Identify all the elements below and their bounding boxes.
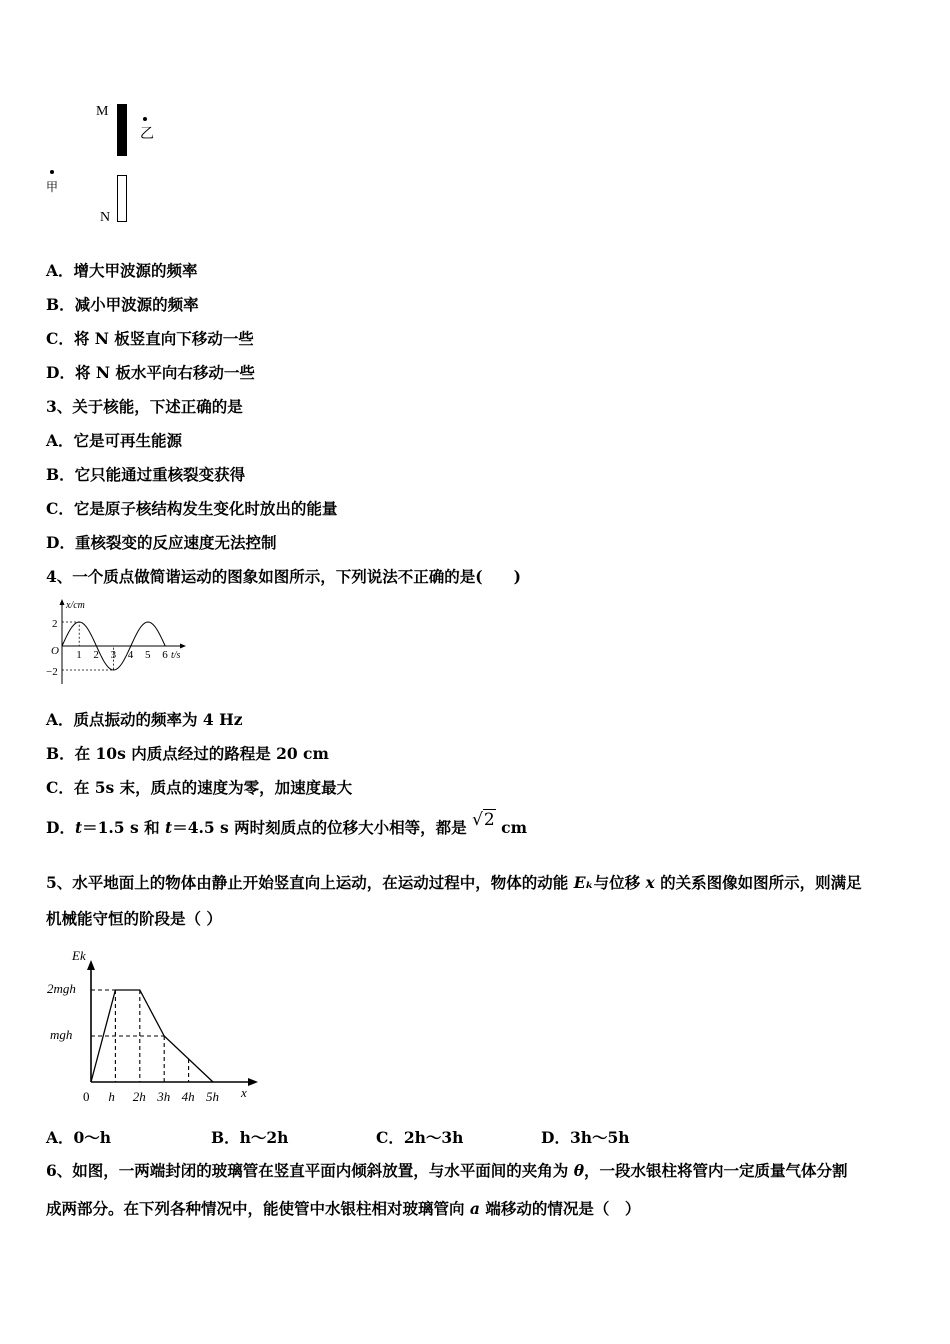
sqrt-symbol: √2 [472,810,495,830]
q4-option-d[interactable] [46,810,527,844]
q2-option-b[interactable]: B．减小甲波源的频率 [46,295,199,314]
q5-stem-1a: 5、水平地面上的物体由静止开始竖直向上运动，在运动过程中，物体的动能 [46,873,574,892]
ek-x-graph [40,942,270,1112]
q4-d-mid1: ＝1.5 s 和 [82,818,166,837]
shm-x-tick: 3 [110,649,117,661]
q6-stem-2a: 成两部分。在下列各种情况中，能使管中水银柱相对玻璃管向 [46,1199,470,1218]
shm-x-tick: 1 [76,649,82,661]
shm-x-tick: 2 [93,649,99,661]
shm-x-label: t/s [171,650,181,661]
label-n: N [100,210,111,225]
q3-option-c[interactable]: C．它是原子核结构发生变化时放出的能量 [46,499,338,518]
q5-option-c[interactable]: C．2h～3h [376,1128,464,1147]
ek-y-arrow [87,960,95,970]
ek-x-tick: 2h [132,1089,146,1104]
q6-a-end: a [469,1199,480,1218]
sqrt-radicand: 2 [483,810,495,830]
shm-origin: O [51,645,59,657]
q4-option-b[interactable]: B．在 10s 内质点经过的路程是 20 cm [46,744,329,763]
q4-d-t2: t [165,818,173,837]
plate-n [118,176,127,222]
shm-y-tick-pos: 2 [52,618,58,630]
q2-option-c[interactable]: C．将 N 板竖直向下移动一些 [46,329,254,348]
label-m: M [96,104,109,119]
q6-stem-1b: ，一段水银柱将管内一定质量气体分割 [584,1161,848,1180]
q5-stem-1c: 的关系图像如图所示，则满足 [654,873,862,892]
ek-y-label: Ek [72,948,86,963]
q5-stem-line1 [46,864,912,902]
shm-y-tick-neg: −2 [46,666,58,678]
q6-stem-2b: 端移动的情况是（ ） [479,1199,641,1218]
q3-option-d[interactable]: D．重核裂变的反应速度无法控制 [46,533,277,552]
ek-x-tick: 3h [157,1089,171,1104]
q4-stem: 4、一个质点做简谐运动的图象如图所示，下列说法不正确的是( ) [46,567,521,586]
q2-option-a[interactable]: A．增大甲波源的频率 [46,261,198,280]
q4-d-unit: cm [495,818,527,837]
shm-trough-dashline [62,646,114,670]
label-jia: 甲 [46,180,59,194]
ek-x-arrow [248,1078,258,1086]
q5-option-a[interactable]: A．0～h [46,1128,112,1147]
q5-option-b[interactable]: B．h～2h [211,1128,289,1147]
ek-x-tick: 5h [206,1089,219,1104]
q6-stem-line1 [46,1152,912,1190]
plate-m [117,104,127,156]
shm-x-arrow [180,644,186,649]
label-yi: 乙 [140,127,154,142]
q4-option-c[interactable]: C．在 5s 末，质点的速度为零，加速度最大 [46,778,353,797]
ek-y-tick-mgh: mgh [50,1027,73,1042]
shm-peak-dashline [62,622,79,646]
q3-option-a[interactable]: A．它是可再生能源 [46,431,183,450]
ek-x-tick: h [108,1089,115,1104]
wave-barrier-figure [40,95,180,230]
q3-option-b[interactable]: B．它只能通过重核裂变获得 [46,465,246,484]
q4-d-prefix: D． [46,818,75,837]
q5-stem-line2: 机械能守恒的阶段是（ ） [46,909,222,928]
ek-curve [91,990,213,1082]
q5-stem-1b: 与位移 [593,873,646,892]
ek-x-tick: 4h [181,1089,195,1104]
q5-option-d[interactable]: D．3h～5h [541,1128,630,1147]
q6-theta: θ [573,1161,585,1180]
ek-y-tick-2mgh: 2mgh [47,981,76,996]
source-yi-dot [143,117,147,121]
q4-option-a[interactable]: A．质点振动的频率为 4 Hz [46,710,243,729]
q6-stem-1a: 6、如图，一两端封闭的玻璃管在竖直平面内倾斜放置，与水平面间的夹角为 [46,1161,574,1180]
ek-x-label: x [241,1085,247,1100]
q3-stem: 3、关于核能，下述正确的是 [46,397,243,416]
q4-d-mid2: ＝4.5 s 两时刻质点的位移大小相等，都是 [172,818,473,837]
source-jia-dot [50,170,54,174]
q5-ek: Eₖ [573,873,594,892]
q2-option-d[interactable]: D．将 N 板水平向右移动一些 [46,363,255,382]
shm-x-tick: 5 [145,649,151,661]
shm-x-tick: 4 [127,649,134,661]
shm-x-tick: 6 [162,649,168,661]
q6-stem-line2 [46,1190,912,1228]
q4-d-t1: t [74,818,83,837]
shm-y-arrow [60,599,65,605]
shm-y-label: x/cm [66,600,85,611]
ek-x-tick: 0 [83,1089,90,1104]
shm-graph [40,596,200,688]
q5-x: x [645,873,655,892]
